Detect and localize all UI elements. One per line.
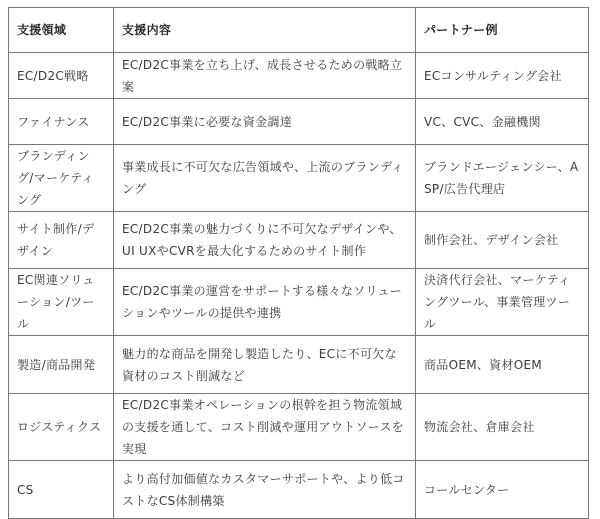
support-area-cell: ロジスティクス xyxy=(9,394,114,461)
support-content-cell: より高付加価値なカスタマーサポートや、より低コストなCS体制構築 xyxy=(114,461,416,519)
support-content-cell: 事業成長に不可欠な広告領域や、上流のブランディング xyxy=(114,145,416,212)
table-header xyxy=(9,8,589,53)
support-area-cell: ブランディング/マーケティング xyxy=(9,145,114,212)
partner-examples-cell: VC、CVC、金融機関 xyxy=(416,99,589,145)
support-area-cell: 製造/商品開発 xyxy=(9,336,114,394)
table-row xyxy=(9,99,589,145)
support-content-cell: EC/D2C事業に必要な資金調達 xyxy=(114,99,416,145)
table-row xyxy=(9,336,589,394)
support-content-cell: EC/D2C事業の運営をサポートする様々なソリューションやツールの提供や連携 xyxy=(114,269,416,336)
table-row xyxy=(9,269,589,336)
partner-examples-cell: 商品OEM、資材OEM xyxy=(416,336,589,394)
header-support-area: 支援領域 xyxy=(9,8,114,53)
partner-examples-cell: ECコンサルティング会社 xyxy=(416,53,589,99)
partner-examples-cell: コールセンター xyxy=(416,461,589,519)
header-row xyxy=(9,8,589,53)
header-partner-examples: パートナー例 xyxy=(416,8,589,53)
support-content-cell: EC/D2C事業を立ち上げ、成長させるための戦略立案 xyxy=(114,53,416,99)
table-row xyxy=(9,461,589,519)
support-table xyxy=(8,7,589,519)
support-area-cell: CS xyxy=(9,461,114,519)
header-support-content: 支援内容 xyxy=(114,8,416,53)
table-row xyxy=(9,394,589,461)
partner-examples-cell: 制作会社、デザイン会社 xyxy=(416,212,589,269)
support-area-cell: ファイナンス xyxy=(9,99,114,145)
partner-examples-cell: 決済代行会社、マーケティングツール、事業管理ツール xyxy=(416,269,589,336)
support-content-cell: EC/D2C事業オペレーションの根幹を担う物流領域の支援を通して、コスト削減や運用アウトソースを実現 xyxy=(114,394,416,461)
partner-examples-cell: 物流会社、倉庫会社 xyxy=(416,394,589,461)
support-area-cell: EC/D2C戦略 xyxy=(9,53,114,99)
table-row xyxy=(9,212,589,269)
table-row xyxy=(9,53,589,99)
support-content-cell: EC/D2C事業の魅力づくりに不可欠なデザインや、UI UXやCVRを最大化するためのサイト制作 xyxy=(114,212,416,269)
support-area-cell: EC関連ソリューション/ツール xyxy=(9,269,114,336)
partner-examples-cell: ブランドエージェンシー、ASP/広告代理店 xyxy=(416,145,589,212)
table-body xyxy=(9,53,589,519)
support-area-cell: サイト制作/デザイン xyxy=(9,212,114,269)
table-row xyxy=(9,145,589,212)
support-content-cell: 魅力的な商品を開発し製造したり、ECに不可欠な資材のコスト削減など xyxy=(114,336,416,394)
support-table-container xyxy=(8,7,589,519)
